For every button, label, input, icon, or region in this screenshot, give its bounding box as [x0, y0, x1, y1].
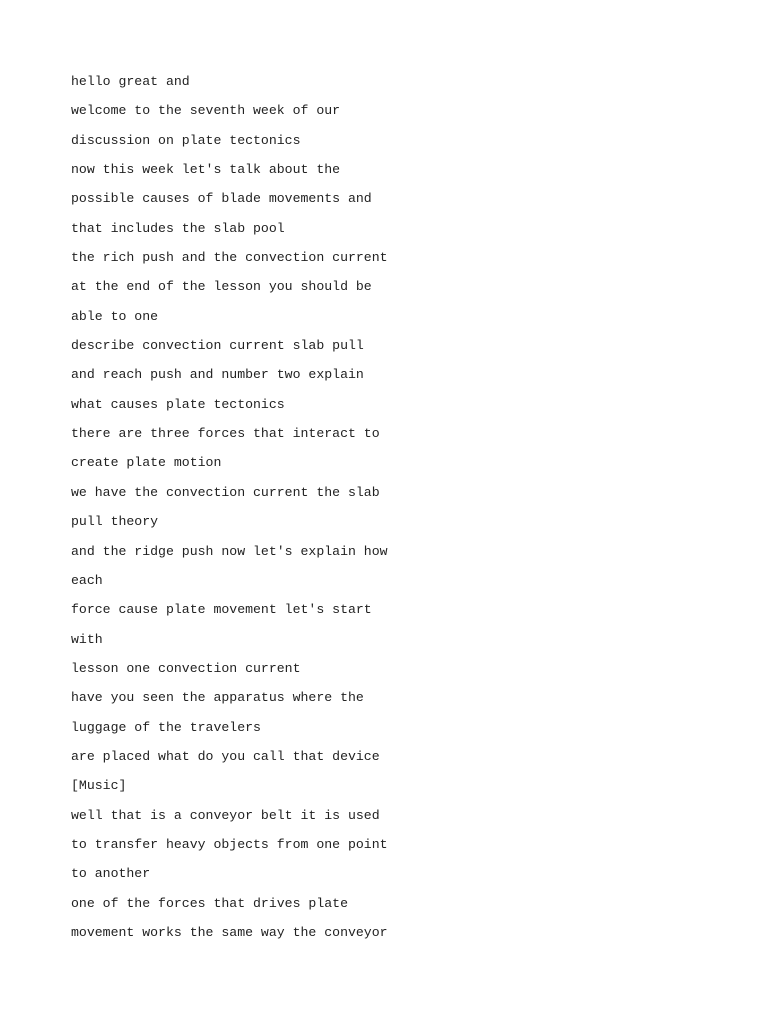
transcript-line: force cause plate movement let's start — [71, 602, 372, 618]
transcript-line: what causes plate tectonics — [71, 396, 285, 412]
transcript-line: the rich push and the convection current — [71, 250, 388, 266]
transcript-line: hello great and — [71, 74, 190, 89]
transcript-line: have you seen the apparatus where the — [71, 690, 364, 706]
transcript-line: there are three forces that interact to — [71, 426, 380, 442]
transcript-line: well that is a conveyor belt it is used — [71, 807, 380, 823]
transcript-line: movement works the same way the conveyor — [71, 924, 388, 940]
transcript-line: and reach push and number two explain — [71, 367, 364, 383]
transcript-line: to transfer heavy objects from one point — [71, 836, 388, 852]
transcript-line: and the ridge push now let's explain how — [71, 543, 388, 559]
transcript-line: at the end of the lesson you should be — [71, 279, 372, 295]
transcript-line: are placed what do you call that device — [71, 748, 380, 764]
transcript-line: discussion on plate tectonics — [71, 132, 301, 148]
transcript-line: pull theory — [71, 514, 159, 530]
transcript-line: one of the forces that drives plate — [71, 895, 348, 911]
transcript-line: possible causes of blade movements and — [71, 191, 372, 207]
transcript-line: luggage of the travelers — [71, 719, 261, 735]
transcript-line: to another — [71, 866, 151, 882]
transcript-line: welcome to the seventh week of our — [71, 103, 341, 119]
transcript-line: lesson one convection current — [71, 660, 301, 676]
transcript-line: that includes the slab pool — [71, 220, 285, 236]
transcript-line: create plate motion — [71, 455, 222, 471]
transcript-line: with — [71, 631, 103, 647]
transcript-line: we have the convection current the slab — [71, 484, 380, 500]
transcript-line: [Music] — [71, 778, 127, 794]
transcript-line: now this week let's talk about the — [71, 162, 341, 178]
transcript-text — [71, 67, 388, 947]
transcript-line: describe convection current slab pull — [71, 338, 364, 354]
transcript-line: able to one — [71, 308, 159, 324]
transcript-line: each — [71, 572, 103, 588]
